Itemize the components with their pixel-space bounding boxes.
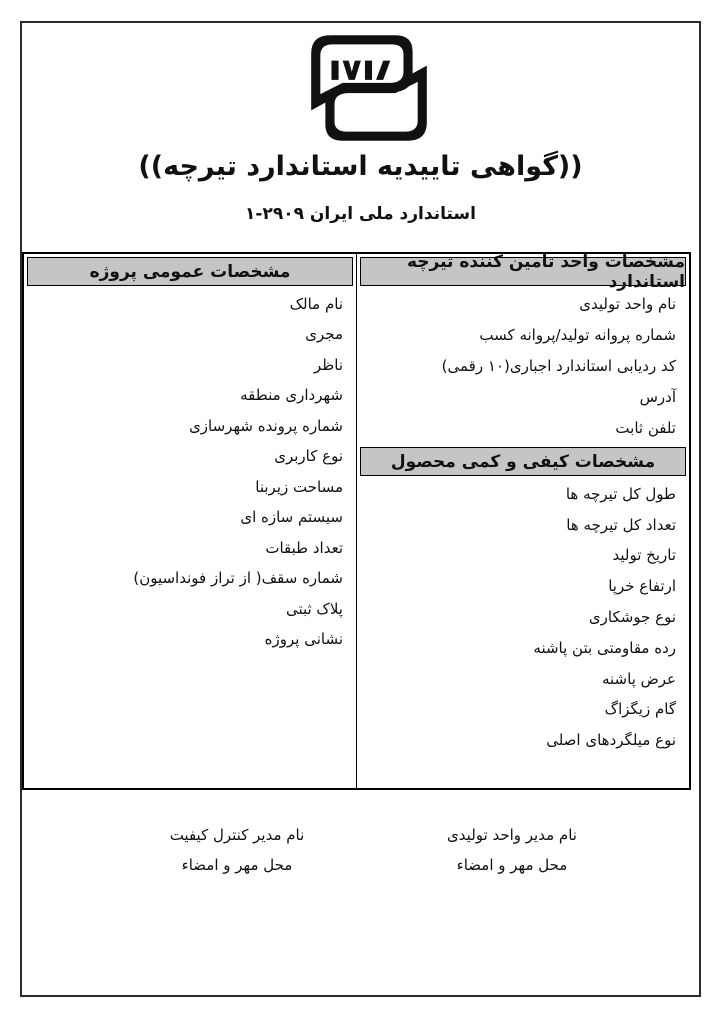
certificate-title: ((گواهی تاییدیه استاندارد تیرچه)) bbox=[138, 151, 583, 182]
signature-name-line: نام مدیر واحد تولیدی bbox=[447, 826, 577, 844]
project-column bbox=[24, 254, 356, 788]
project-section-header: مشخصات عمومی پروژه bbox=[27, 257, 353, 286]
field-row: گام زیگزاگ bbox=[604, 700, 676, 719]
field-row: رده مقاومتی بتن پاشنه bbox=[533, 638, 676, 657]
field-row: سیستم سازه ای bbox=[240, 508, 343, 527]
signature-seal-line: محل مهر و امضاء bbox=[181, 856, 293, 874]
field-row: تلفن ثابت bbox=[615, 419, 676, 437]
field-row: پلاک ثبتی bbox=[285, 599, 343, 618]
supplier-fields bbox=[357, 289, 689, 444]
project-fields bbox=[24, 289, 356, 655]
field-row: نام واحد تولیدی bbox=[579, 295, 676, 313]
field-row: طول کل تیرچه ها bbox=[565, 484, 676, 503]
field-row: ناظر bbox=[314, 355, 343, 374]
isiri-logo-icon bbox=[298, 29, 440, 147]
standard-number-subtitle: استاندارد ملی ایران ۲۹۰۹-۱ bbox=[245, 204, 476, 224]
signature-seal-line: محل مهر و امضاء bbox=[456, 856, 568, 874]
field-row: نشانی پروژه bbox=[264, 630, 343, 649]
field-row: تاریخ تولید bbox=[612, 546, 676, 565]
field-row: تعداد کل تیرچه ها bbox=[566, 515, 676, 534]
field-row: مساحت زیربنا bbox=[255, 477, 343, 496]
field-row: نوع میلگردهای اصلی bbox=[546, 731, 676, 750]
field-row: شماره پروانه تولید/پروانه کسب bbox=[479, 326, 676, 344]
product-fields bbox=[357, 479, 689, 756]
supplier-column bbox=[356, 251, 689, 788]
field-row: شماره سقف( از تراز فونداسیون) bbox=[133, 569, 343, 588]
field-row: عرض پاشنه bbox=[601, 669, 676, 688]
field-row: تعداد طبقات bbox=[265, 538, 343, 557]
field-row: ارتفاع خرپا bbox=[608, 577, 676, 596]
field-row: کد ردیابی استاندارد اجباری(۱۰ رقمی) bbox=[441, 357, 676, 375]
supplier-section-header: مشخصات واحد تامین کننده تیرچه استاندارد bbox=[360, 257, 686, 286]
production-manager-signature-block bbox=[397, 820, 627, 880]
field-row: آدرس bbox=[639, 388, 676, 406]
field-row: شهرداری منطقه bbox=[240, 386, 343, 405]
field-row: نوع جوشکاری bbox=[588, 608, 676, 627]
field-row: شماره پرونده شهرسازی bbox=[189, 416, 343, 435]
field-row: مجری bbox=[305, 325, 343, 344]
quality-manager-signature-block bbox=[122, 820, 352, 880]
page-frame bbox=[20, 21, 701, 997]
field-row: نوع کاربری bbox=[274, 447, 343, 466]
field-row: نام مالک bbox=[289, 294, 343, 313]
product-section-header: مشخصات کیفی و کمی محصول bbox=[360, 447, 686, 476]
signature-name-line: نام مدیر کنترل کیفیت bbox=[169, 826, 305, 844]
spec-table bbox=[22, 252, 691, 790]
